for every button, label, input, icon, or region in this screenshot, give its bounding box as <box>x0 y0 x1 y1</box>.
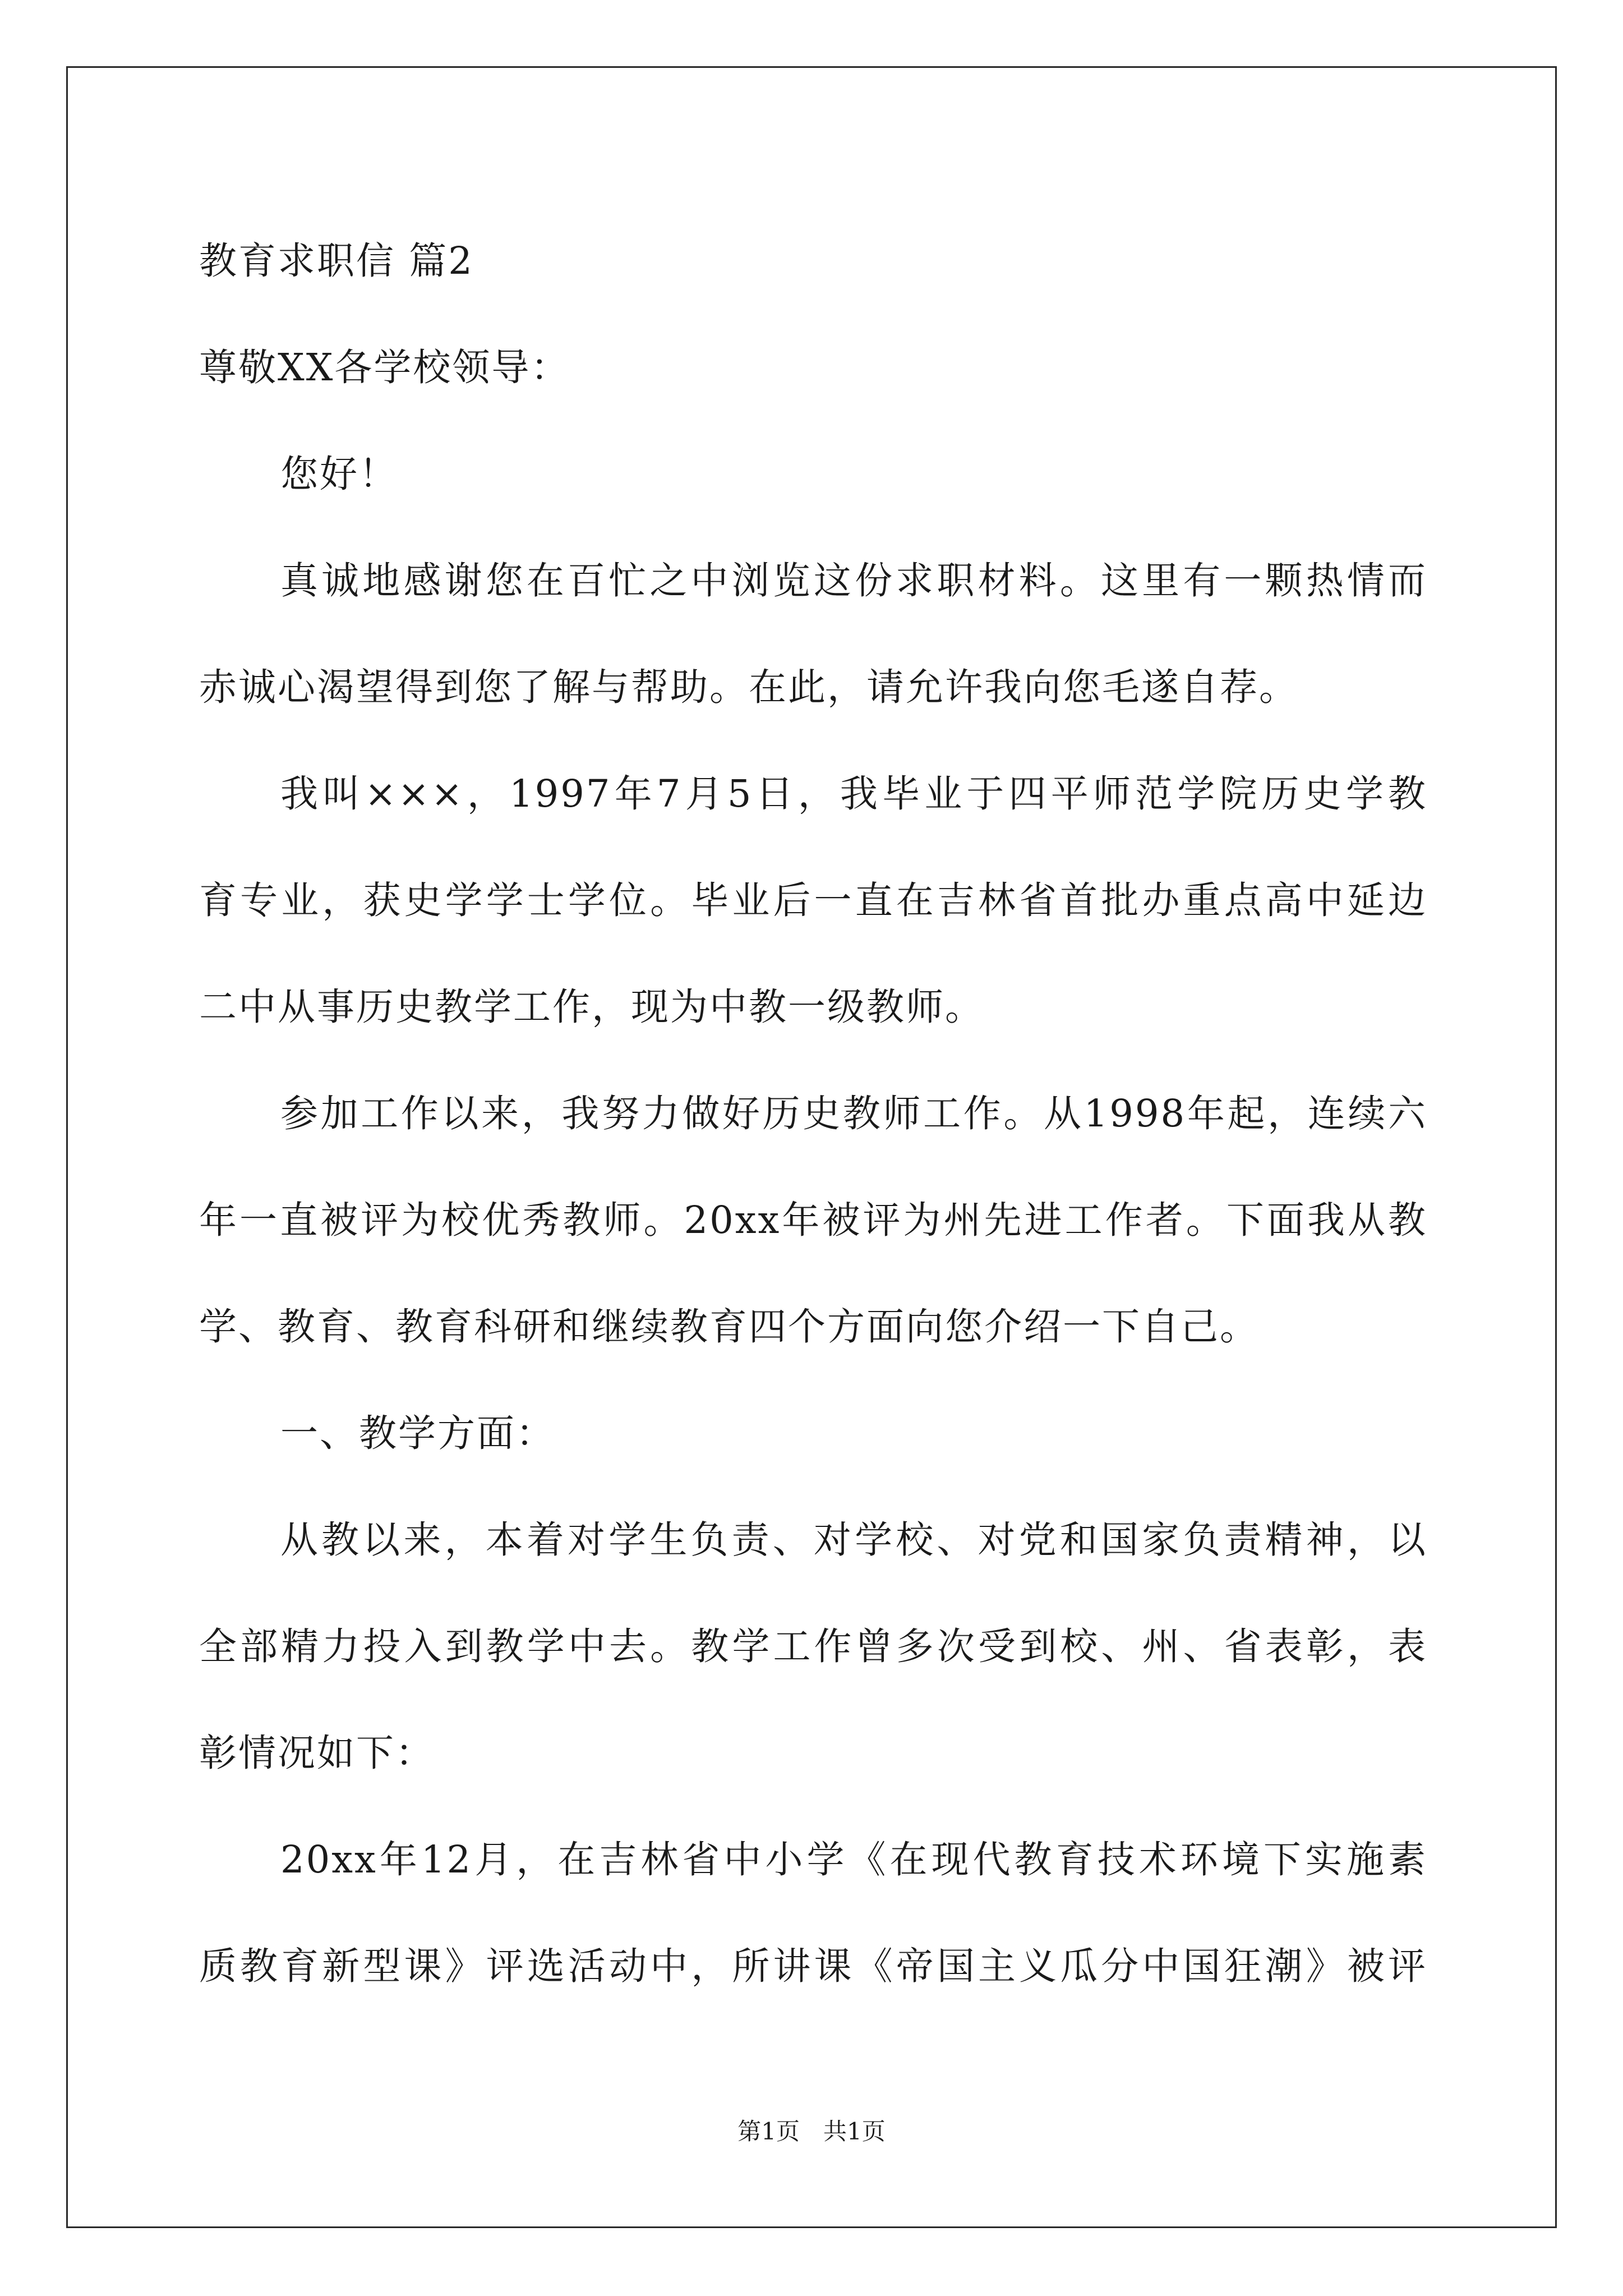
body-text <box>199 421 1427 2019</box>
text-line: 彰情况如下： <box>199 1731 435 1775</box>
text-line: 真诚地感谢您在百忙之中浏览这份求职材料。这里有一颗热情而 <box>280 559 1427 602</box>
text-line: 一、教学方面： <box>280 1411 555 1455</box>
text-line: 年一直被评为校优秀教师。20xx年被评为州先进工作者。下面我从教 <box>199 1198 1427 1242</box>
text-line: 育专业，获史学学士学位。毕业后一直在吉林省首批办重点高中延边 <box>199 878 1427 922</box>
text-line: 学、教育、教育科研和继续教育四个方面向您介绍一下自己。 <box>199 1305 1259 1349</box>
document-title: 教育求职信 篇2 <box>199 239 474 283</box>
text-line: 赤诚心渴望得到您了解与帮助。在此，请允许我向您毛遂自荐。 <box>199 665 1298 709</box>
text-line: 二中从事历史教学工作，现为中教一级教师。 <box>199 985 984 1029</box>
page-footer: 第1页 共1页 <box>737 2118 886 2145</box>
text-line: 我叫×××，1997年7月5日，我毕业于四平师范学院历史学教 <box>280 772 1427 816</box>
text-line: 您好！ <box>280 452 398 496</box>
salutation: 尊敬XX各学校领导： <box>199 346 570 389</box>
text-line: 质教育新型课》评选活动中，所讲课《帝国主义瓜分中国狂潮》被评 <box>199 1944 1427 1988</box>
text-line: 从教以来，本着对学生负责、对学校、对党和国家负责精神，以 <box>280 1518 1427 1562</box>
text-line: 参加工作以来，我努力做好历史教师工作。从1998年起，连续六 <box>280 1092 1427 1135</box>
text-line: 20xx年12月，在吉林省中小学《在现代教育技术环境下实施素 <box>280 1838 1427 1881</box>
text-line: 全部精力投入到教学中去。教学工作曾多次受到校、州、省表彰，表 <box>199 1625 1427 1668</box>
document-body <box>199 208 1427 2019</box>
